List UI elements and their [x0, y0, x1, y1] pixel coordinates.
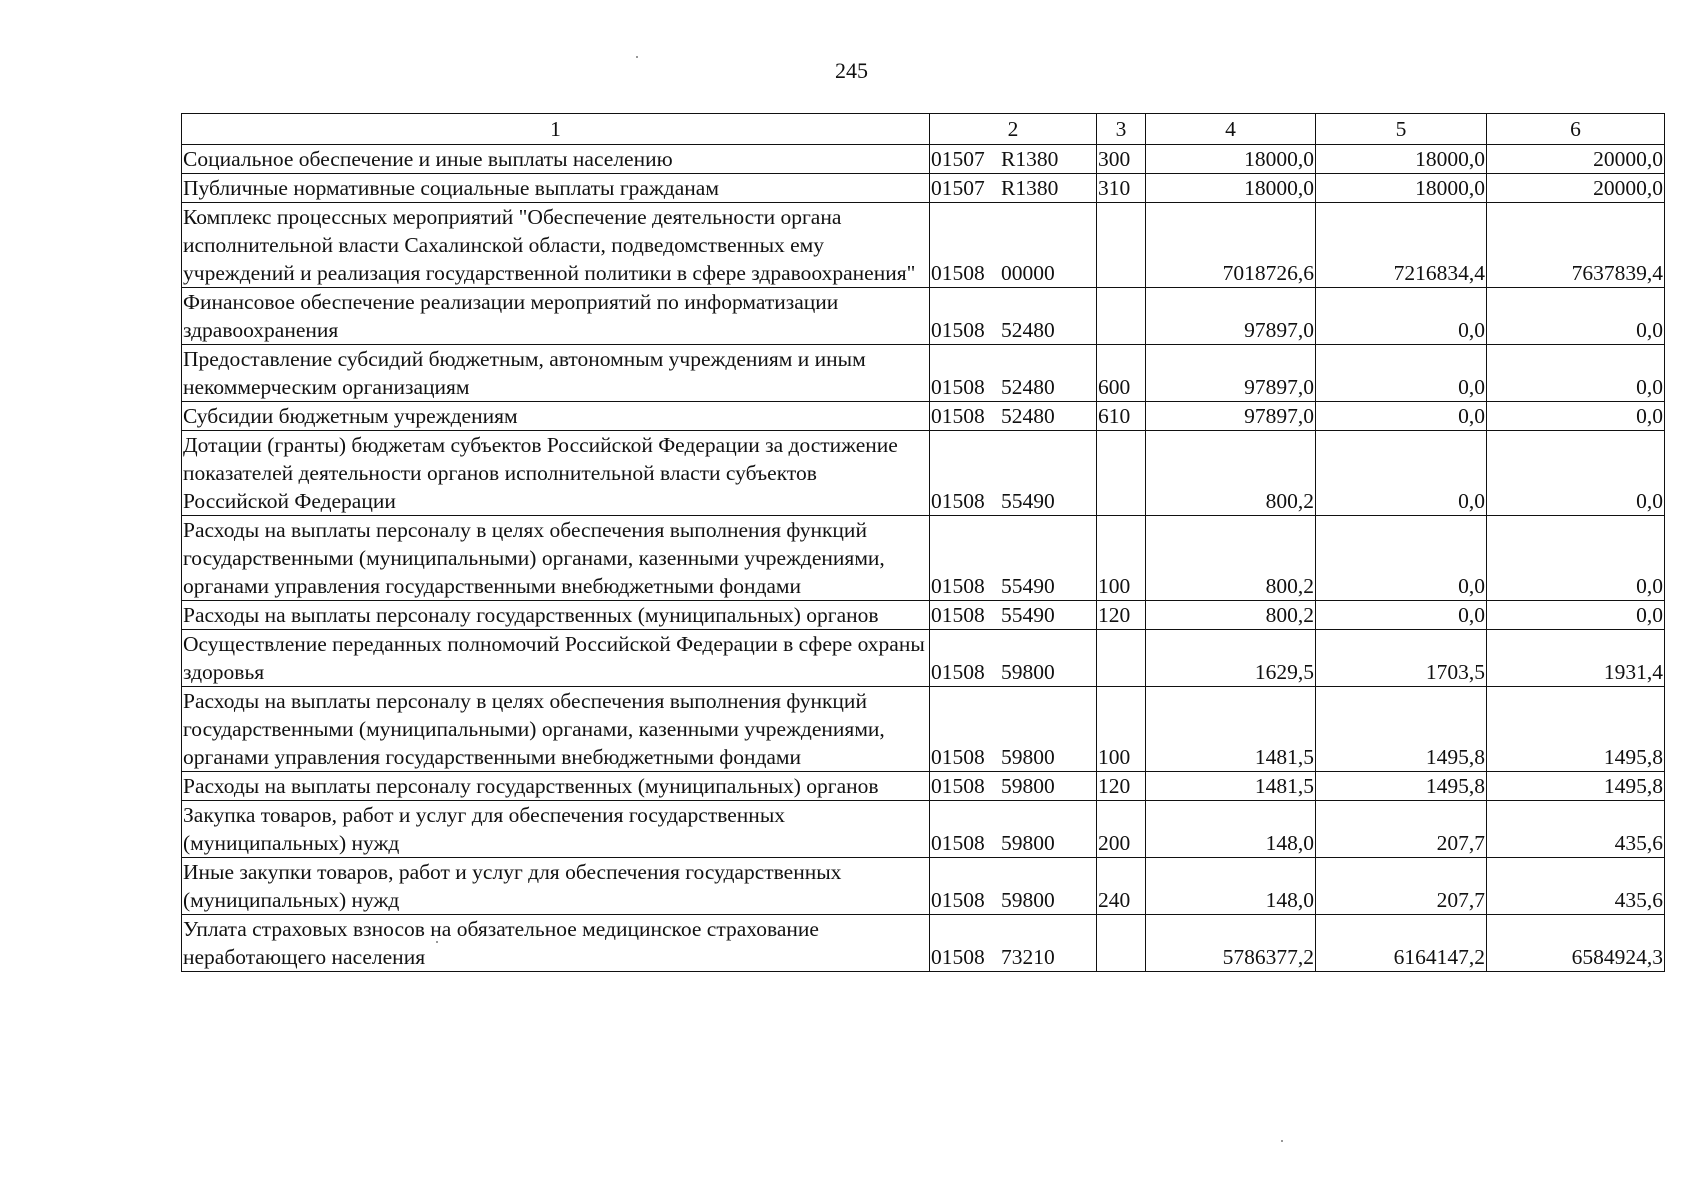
row-name: Дотации (гранты) бюджетам субъектов Российской Федерации за достижение показателей деятельности органов исполнительной власти субъектов Российской Федерации	[182, 431, 930, 516]
target-code-part2: 55490	[1001, 574, 1055, 598]
row-value-col4: 1481,5	[1146, 772, 1316, 801]
row-value-col6: 6584924,3	[1487, 915, 1665, 972]
row-expense-type	[1097, 203, 1146, 288]
row-value-col4: 97897,0	[1146, 345, 1316, 402]
target-code-part1: 01508	[931, 404, 985, 428]
row-value-col5: 207,7	[1316, 801, 1487, 858]
table-row	[182, 203, 1665, 288]
row-expense-type: 200	[1097, 801, 1146, 858]
target-code-part2: 00000	[1001, 261, 1055, 285]
row-value-col4: 97897,0	[1146, 402, 1316, 431]
row-value-col6: 1495,8	[1487, 687, 1665, 772]
row-value-col4: 800,2	[1146, 601, 1316, 630]
row-value-col6: 1495,8	[1487, 772, 1665, 801]
row-value-col4: 18000,0	[1146, 145, 1316, 174]
row-target-code	[930, 915, 1097, 972]
table-row	[182, 345, 1665, 402]
row-expense-type: 120	[1097, 601, 1146, 630]
row-name: Финансовое обеспечение реализации мероприятий по информатизации здравоохранения	[182, 288, 930, 345]
row-value-col4: 1629,5	[1146, 630, 1316, 687]
row-target-code	[930, 772, 1097, 801]
row-expense-type: 610	[1097, 402, 1146, 431]
target-code-part1: 01508	[931, 574, 985, 598]
row-expense-type: 310	[1097, 174, 1146, 203]
table-row	[182, 630, 1665, 687]
target-code-part1: 01508	[931, 774, 985, 798]
row-value-col6: 0,0	[1487, 402, 1665, 431]
table-row	[182, 145, 1665, 174]
target-code-part1: 01508	[931, 660, 985, 684]
row-value-col4: 7018726,6	[1146, 203, 1316, 288]
table-row	[182, 858, 1665, 915]
row-value-col6: 0,0	[1487, 601, 1665, 630]
row-value-col6: 1931,4	[1487, 630, 1665, 687]
target-code-part1: 01508	[931, 318, 985, 342]
target-code-part1: 01508	[931, 945, 985, 969]
row-value-col5: 0,0	[1316, 431, 1487, 516]
target-code-part2: 52480	[1001, 375, 1055, 399]
row-value-col5: 1495,8	[1316, 772, 1487, 801]
row-value-col5: 18000,0	[1316, 174, 1487, 203]
row-value-col4: 1481,5	[1146, 687, 1316, 772]
row-name: Иные закупки товаров, работ и услуг для обеспечения государственных (муниципальных) нужд	[182, 858, 930, 915]
table-row	[182, 801, 1665, 858]
row-name: Субсидии бюджетным учреждениям	[182, 402, 930, 431]
row-value-col6: 20000,0	[1487, 145, 1665, 174]
row-target-code	[930, 174, 1097, 203]
row-target-code	[930, 801, 1097, 858]
target-code-part1: 01508	[931, 603, 985, 627]
table-row	[182, 402, 1665, 431]
row-value-col4: 148,0	[1146, 801, 1316, 858]
header-col-4: 4	[1146, 114, 1316, 145]
target-code-part2: 59800	[1001, 660, 1055, 684]
header-col-2: 2	[930, 114, 1097, 145]
table-row	[182, 431, 1665, 516]
target-code-part2: 59800	[1001, 888, 1055, 912]
row-expense-type: 100	[1097, 516, 1146, 601]
header-row	[182, 114, 1665, 145]
row-value-col5: 0,0	[1316, 601, 1487, 630]
header-col-1: 1	[182, 114, 930, 145]
row-name: Осуществление переданных полномочий Российской Федерации в сфере охраны здоровья	[182, 630, 930, 687]
row-value-col5: 6164147,2	[1316, 915, 1487, 972]
row-value-col5: 0,0	[1316, 288, 1487, 345]
row-value-col5: 0,0	[1316, 402, 1487, 431]
row-value-col6: 7637839,4	[1487, 203, 1665, 288]
row-value-col5: 7216834,4	[1316, 203, 1487, 288]
row-name: Комплекс процессных мероприятий "Обеспечение деятельности органа исполнительной власти Сахалинской области, подведомственных ему учреждений и реализация государственной политики в сфере здравоохранения"	[182, 203, 930, 288]
target-code-part1: 01507	[931, 147, 985, 171]
target-code-part2: R1380	[1001, 147, 1059, 171]
row-expense-type: 300	[1097, 145, 1146, 174]
row-value-col6: 20000,0	[1487, 174, 1665, 203]
row-value-col5: 0,0	[1316, 516, 1487, 601]
row-value-col6: 435,6	[1487, 801, 1665, 858]
target-code-part1: 01508	[931, 831, 985, 855]
row-name: Уплата страховых взносов на обязательное медицинское страхование неработающего населения	[182, 915, 930, 972]
row-target-code	[930, 630, 1097, 687]
target-code-part2: 55490	[1001, 603, 1055, 627]
row-name: Предоставление субсидий бюджетным, автономным учреждениям и иным некоммерческим организациям	[182, 345, 930, 402]
row-value-col4: 800,2	[1146, 516, 1316, 601]
row-value-col5: 207,7	[1316, 858, 1487, 915]
row-expense-type: 600	[1097, 345, 1146, 402]
target-code-part1: 01508	[931, 745, 985, 769]
target-code-part1: 01508	[931, 261, 985, 285]
row-value-col6: 0,0	[1487, 516, 1665, 601]
row-target-code	[930, 431, 1097, 516]
row-value-col6: 0,0	[1487, 288, 1665, 345]
header-col-5: 5	[1316, 114, 1487, 145]
row-value-col4: 18000,0	[1146, 174, 1316, 203]
row-value-col4: 800,2	[1146, 431, 1316, 516]
target-code-part2: 59800	[1001, 774, 1055, 798]
table-row	[182, 915, 1665, 972]
row-value-col4: 5786377,2	[1146, 915, 1316, 972]
header-col-3: 3	[1097, 114, 1146, 145]
row-value-col4: 97897,0	[1146, 288, 1316, 345]
target-code-part2: 52480	[1001, 404, 1055, 428]
row-value-col6: 0,0	[1487, 431, 1665, 516]
row-name: Расходы на выплаты персоналу государственных (муниципальных) органов	[182, 601, 930, 630]
target-code-part2: 55490	[1001, 489, 1055, 513]
row-name: Расходы на выплаты персоналу в целях обеспечения выполнения функций государственными (муниципальными) органами, казенными учреждениями, органами управления государственными внебюджетными фондами	[182, 516, 930, 601]
table-row	[182, 288, 1665, 345]
target-code-part2: 59800	[1001, 745, 1055, 769]
row-target-code	[930, 687, 1097, 772]
scan-speck	[436, 941, 438, 943]
scan-speck	[1281, 1140, 1283, 1142]
row-expense-type: 120	[1097, 772, 1146, 801]
target-code-part2: 73210	[1001, 945, 1055, 969]
row-target-code	[930, 145, 1097, 174]
row-name: Закупка товаров, работ и услуг для обеспечения государственных (муниципальных) нужд	[182, 801, 930, 858]
row-value-col6: 435,6	[1487, 858, 1665, 915]
row-name: Расходы на выплаты персоналу в целях обеспечения выполнения функций государственными (муниципальными) органами, казенными учреждениями, органами управления государственными внебюджетными фондами	[182, 687, 930, 772]
row-name: Расходы на выплаты персоналу государственных (муниципальных) органов	[182, 772, 930, 801]
row-target-code	[930, 402, 1097, 431]
table-row	[182, 601, 1665, 630]
target-code-part1: 01507	[931, 176, 985, 200]
row-expense-type	[1097, 431, 1146, 516]
page-number: 245	[835, 58, 868, 83]
table-row	[182, 687, 1665, 772]
row-expense-type	[1097, 630, 1146, 687]
row-name: Публичные нормативные социальные выплаты гражданам	[182, 174, 930, 203]
row-value-col6: 0,0	[1487, 345, 1665, 402]
row-expense-type	[1097, 288, 1146, 345]
row-value-col5: 1495,8	[1316, 687, 1487, 772]
target-code-part1: 01508	[931, 375, 985, 399]
table-row	[182, 174, 1665, 203]
row-target-code	[930, 601, 1097, 630]
budget-table	[181, 113, 1665, 972]
target-code-part2: R1380	[1001, 176, 1059, 200]
row-target-code	[930, 288, 1097, 345]
row-name: Социальное обеспечение и иные выплаты населению	[182, 145, 930, 174]
table-row	[182, 516, 1665, 601]
row-target-code	[930, 203, 1097, 288]
row-expense-type: 240	[1097, 858, 1146, 915]
row-value-col4: 148,0	[1146, 858, 1316, 915]
row-target-code	[930, 345, 1097, 402]
header-col-6: 6	[1487, 114, 1665, 145]
target-code-part2: 52480	[1001, 318, 1055, 342]
target-code-part2: 59800	[1001, 831, 1055, 855]
row-value-col5: 1703,5	[1316, 630, 1487, 687]
table-row	[182, 772, 1665, 801]
target-code-part1: 01508	[931, 888, 985, 912]
row-value-col5: 0,0	[1316, 345, 1487, 402]
row-expense-type	[1097, 915, 1146, 972]
row-target-code	[930, 516, 1097, 601]
row-value-col5: 18000,0	[1316, 145, 1487, 174]
scan-speck	[636, 56, 638, 58]
row-target-code	[930, 858, 1097, 915]
target-code-part1: 01508	[931, 489, 985, 513]
row-expense-type: 100	[1097, 687, 1146, 772]
